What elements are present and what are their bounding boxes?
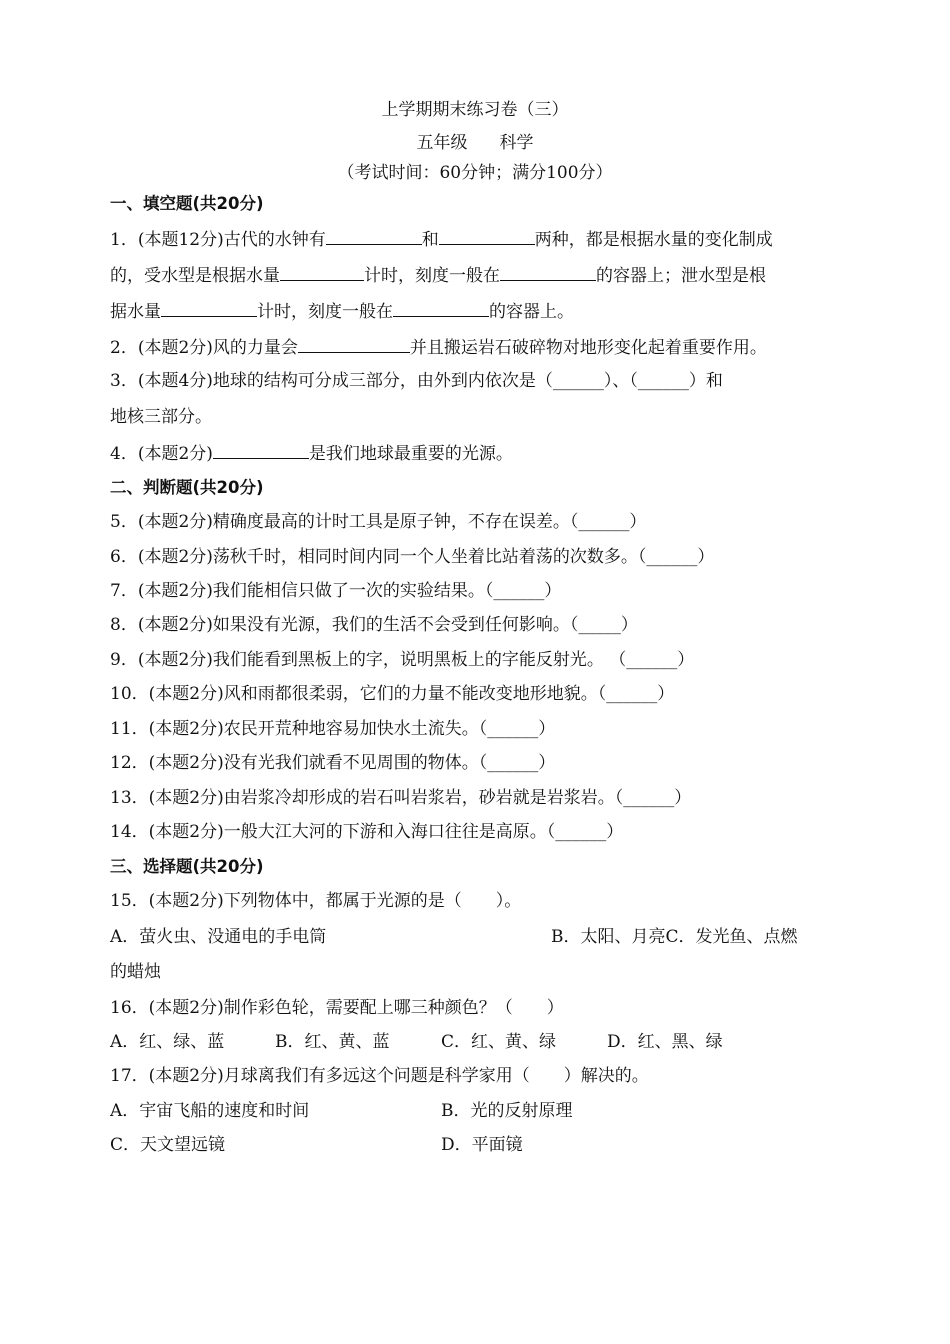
option-b[interactable]: B．光的反射原理: [441, 1101, 573, 1121]
question-15-stem: 15．(本题2分)下列物体中，都属于光源的是（ ）。: [110, 891, 522, 911]
option-b[interactable]: B．红、黄、蓝: [275, 1032, 390, 1052]
q4-text: 是我们地球最重要的光源。: [308, 444, 513, 464]
option-d[interactable]: D．红、黑、绿: [607, 1032, 723, 1052]
question-8: 8．(本题2分)如果没有光源，我们的生活不会受到任何影响。（_____）: [110, 615, 638, 635]
option-a[interactable]: A．红、绿、蓝: [110, 1032, 225, 1052]
question-15-continued: 的蜡烛: [110, 962, 161, 982]
option-d[interactable]: D．平面镜: [441, 1135, 523, 1155]
q1-text: 据水量: [110, 302, 161, 322]
option-a[interactable]: A．宇宙飞船的速度和时间: [110, 1101, 310, 1121]
question-7: 7．(本题2分)我们能相信只做了一次的实验结果。（______）: [110, 581, 562, 601]
option-a[interactable]: A．萤火虫、没通电的手电筒: [110, 927, 327, 947]
fill-blank[interactable]: [500, 263, 596, 281]
fill-blank[interactable]: [213, 441, 309, 459]
section-heading-fill: 一、填空题(共20分): [110, 194, 264, 213]
q1-text: 计时，刻度一般在: [257, 302, 393, 322]
q1-text: 计时，刻度一般在: [364, 266, 500, 286]
fill-blank[interactable]: [161, 299, 257, 317]
q1-text: 的，受水型是根据水量: [110, 266, 280, 286]
section-heading-choice: 三、选择题(共20分): [110, 857, 264, 876]
q2-text: 并且搬运岩石破碎物对地形变化起着重要作用。: [409, 338, 767, 358]
question-9: 9．(本题2分)我们能看到黑板上的字，说明黑板上的字能反射光。 （______）: [110, 650, 695, 670]
question-11: 11．(本题2分)农民开荒种地容易加快水土流失。（______）: [110, 719, 556, 739]
section-heading-judge: 二、判断题(共20分): [110, 478, 264, 497]
fill-blank[interactable]: [439, 227, 535, 245]
q1-text: 1．(本题12分)古代的水钟有: [110, 230, 326, 250]
question-17-stem: 17．(本题2分)月球离我们有多远这个问题是科学家用（ ）解决的。: [110, 1066, 649, 1086]
question-14: 14．(本题2分)一般大江大河的下游和入海口往往是高原。（______）: [110, 822, 624, 842]
question-1-line-1: [110, 227, 773, 252]
q2-text: 2．(本题2分)风的力量会: [110, 338, 298, 358]
exam-title: 上学期期末练习卷（三）: [381, 100, 569, 120]
option-c[interactable]: C．红、黄、绿: [441, 1032, 557, 1052]
fill-blank[interactable]: [280, 263, 364, 281]
grade-subject: [0, 131, 950, 155]
q1-text: 两种，都是根据水量的变化制成: [534, 230, 773, 250]
question-4: [110, 441, 513, 466]
q4-text: 4．(本题2分): [110, 444, 213, 464]
option-b-c[interactable]: B．太阳、月亮C．发光鱼、点燃: [551, 927, 798, 947]
fill-blank[interactable]: [326, 227, 422, 245]
question-12: 12．(本题2分)没有光我们就看不见周围的物体。（______）: [110, 753, 556, 773]
question-3-line-1: 3．(本题4分)地球的结构可分成三部分，由外到内依次是（______）、（______）和: [110, 371, 723, 391]
question-5: 5．(本题2分)精确度最高的计时工具是原子钟，不存在误差。（______）: [110, 512, 647, 532]
question-2: [110, 335, 767, 360]
fill-blank[interactable]: [298, 335, 410, 353]
question-16-stem: 16．(本题2分)制作彩色轮，需要配上哪三种颜色？（ ）: [110, 998, 564, 1018]
grade: 五年级: [416, 133, 468, 153]
option-c[interactable]: C．天文望远镜: [110, 1135, 226, 1155]
q1-text: 和: [421, 230, 439, 250]
q1-text: 的容器上。: [489, 302, 574, 322]
fill-blank[interactable]: [393, 299, 489, 317]
subject: 科学: [499, 133, 534, 153]
question-1-line-3: [110, 299, 574, 324]
question-3-line-2: 地核三部分。: [110, 407, 212, 427]
exam-info: （考试时间：60分钟；满分100分）: [337, 163, 613, 183]
question-1-line-2: [110, 263, 766, 288]
question-10: 10．(本题2分)风和雨都很柔弱，它们的力量不能改变地形地貌。（______）: [110, 684, 675, 704]
question-6: 6．(本题2分)荡秋千时，相同时间内同一个人坐着比站着荡的次数多。（______）: [110, 547, 715, 567]
question-13: 13．(本题2分)由岩浆冷却形成的岩石叫岩浆岩，砂岩就是岩浆岩。（______）: [110, 788, 692, 808]
q1-text: 的容器上；泄水型是根: [596, 266, 766, 286]
